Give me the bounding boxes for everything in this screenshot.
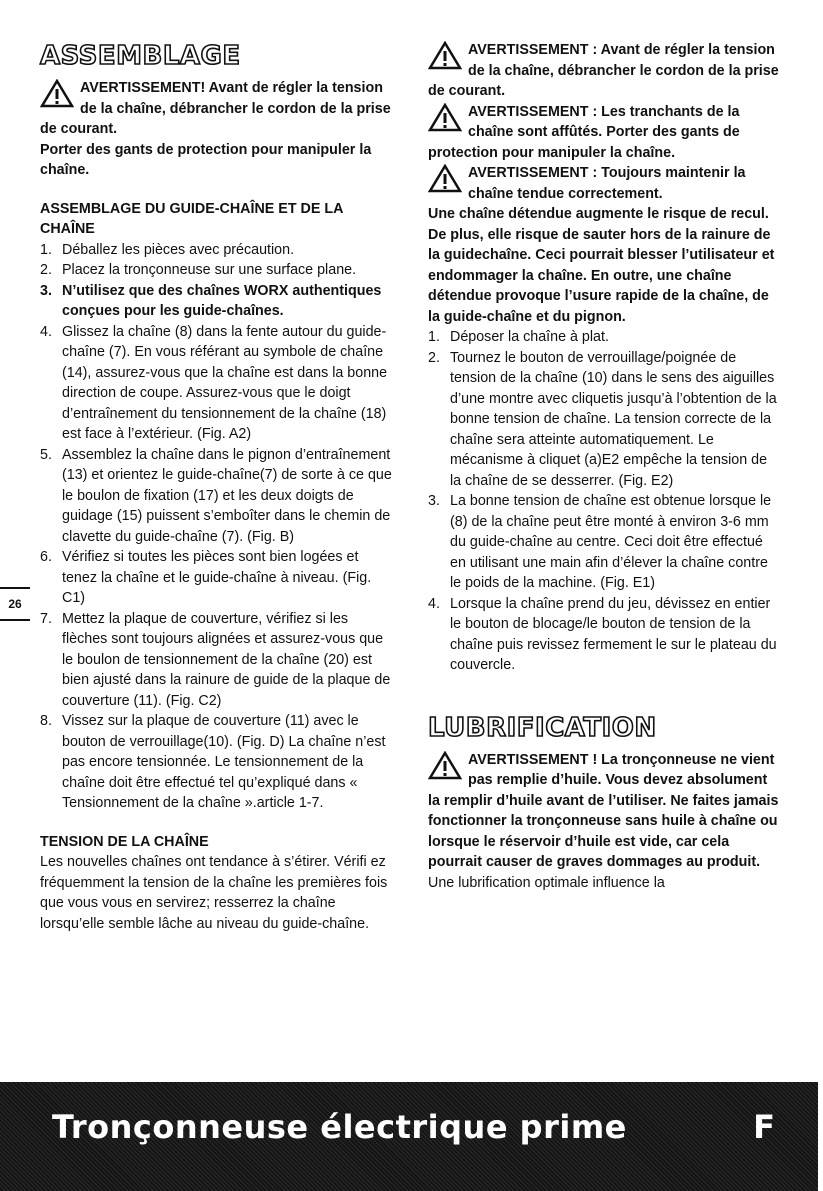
subhead-tension: TENSION DE LA CHAÎNE [40, 833, 209, 850]
assemblage-warning-text: AVERTISSEMENT! Avant de régler la tension de la chaîne, débrancher le cordon de la prise de courant. [40, 80, 391, 137]
list-item: 6. Vérifiez si toutes les pièces sont bien logées et tenez la chaîne et le guide-chaîne à niveau. (Fig. C1) [40, 549, 372, 606]
warning-icon [428, 41, 462, 71]
assemblage-warning-extra: Porter des gants de protection pour manipuler la chaîne. [40, 141, 372, 178]
left-column [40, 40, 396, 934]
list-item: 8. Vissez sur la plaque de couverture (11) avec le bouton de verrouillage(10). (Fig. D) La chaîne n’est pas encore tensionnée. Le tensionnement de la chaîne doit être effectué tel qu’expliqué dans « Tensionnement de la chaîne ».article 1-7. [40, 713, 386, 811]
list-item: 1. Déposer la chaîne à plat. [428, 329, 609, 345]
list-item: 2. Placez la tronçonneuse sur une surface plane. [40, 262, 357, 278]
lubrification-paragraph: Une lubrification optimale influence la [428, 874, 665, 891]
right-column [428, 40, 780, 893]
list-item: 3. La bonne tension de chaîne est obtenue lorsque le (8) de la chaîne peut être monté à environ 3-6 mm du guide-chaîne au centre. Ceci doit être effectué en utilisant une main afin d’élever la chaîne contre le poids de la machine. (Fig. E1) [428, 493, 772, 591]
assemblage-title: ASSEMBLAGE [40, 41, 241, 71]
page-edge [818, 0, 823, 1191]
chain-slack-warning: Une chaîne détendue augmente le risque de recul. De plus, elle risque de sauter hors de la rainure de la guidechaîne. Ceci pourrait blesser l’utilisateur et endommager la chaîne. En outre, une chaîne détendue provoque l’usure rapide de la chaîne, de la guide-chaîne et du pignon. [428, 206, 775, 325]
subhead-guide-chaine: ASSEMBLAGE DU GUIDE-CHAÎNE ET DE LA CHAÎNE [40, 200, 343, 237]
list-item: 3. N’utilisez que des chaînes WORX authentiques conçues pour les guide-chaînes. [40, 282, 382, 319]
right-warning-3 [428, 163, 780, 204]
page-number: 26 [0, 587, 30, 621]
assemblage-warning [40, 78, 396, 140]
warning-icon [40, 79, 74, 109]
warning-icon [428, 103, 462, 133]
right-warning-2-text: AVERTISSEMENT : Les tranchants de la chaîne sont affûtés. Porter des gants de protection pour manipuler la chaîne. [428, 103, 740, 161]
tension-steps [428, 327, 780, 676]
right-warning-1-text: AVERTISSEMENT : Avant de régler la tension de la chaîne, débrancher le cordon de la prise de courant. [428, 42, 779, 99]
footer-title: Tronçonneuse électrique prime [52, 1108, 627, 1146]
lubrification-title: LUBRIFICATION [428, 712, 657, 743]
tension-paragraph: Les nouvelles chaînes ont tendance à s’étirer. Vérifi ez fréquemment la tension de la chaîne les premières fois que vous vous en servirez; resserrez la chaîne lorsqu’elle semble lâche au niveau du guide-chaîne. [40, 854, 388, 932]
list-item: 5. Assemblez la chaîne dans le pignon d’entraînement (13) et orientez le guide-chaîne(7) de sorte à ce que le boulon de fixation (17) et les deux doigts de guidage (15) puissent s’emboîter dans le chemin de clavette du guide-chaîne (7). (Fig. B) [40, 446, 392, 545]
list-item: 2. Tournez le bouton de verrouillage/poignée de tension de la chaîne (10) dans le sens des aiguilles d’une montre avec cliquetis jusqu’à l’obtention de la bonne tension de chaîne. La tension correcte de la chaîne sera atteinte automatiquement. Le mécanisme à cliquet (a)E2 empêche la tension de la chaîne de se desserrer. (Fig. E2) [428, 349, 777, 489]
right-warning-1 [428, 40, 780, 102]
assembly-steps [40, 240, 396, 814]
list-item: 4. Lorsque la chaîne prend du jeu, dévissez en entier le bouton de blocage/le bouton de tension de la chaîne puis revissez fermement le sur le plateau du couvercle. [428, 595, 777, 673]
warning-icon [428, 164, 462, 194]
lubrification-warning-text: AVERTISSEMENT ! La tronçonneuse ne vient pas remplie d’huile. Vous devez absolument la remplir d’huile avant de l’utiliser. Ne faites jamais fonctionner la tronçonneuse sans huile à chaîne ou lorsque le réservoir d’huile est vide, car cela pourrait causer de graves dommages au produit. [428, 751, 779, 870]
warning-icon [428, 751, 462, 781]
right-warning-2 [428, 102, 780, 164]
footer-language-code: F [753, 1108, 775, 1146]
lubrification-warning [428, 750, 780, 873]
list-item: 7. Mettez la plaque de couverture, vérifiez si les flèches sont toujours alignées et assurez-vous que le boulon de tensionnement de la chaîne (20) est bien ajusté dans la rainure de guide de la plaque de couverture (11). (Fig. C2) [40, 610, 391, 709]
list-item: 1. Déballez les pièces avec précaution. [40, 241, 295, 258]
list-item: 4. Glissez la chaîne (8) dans la fente autour du guide-chaîne (7). En vous référant au symbole de chaîne (14), assurez-vous que la chaîne est dans la bonne direction de coupe. Assurez-vous que le doigt d’entraînement du tensionnement de la chaîne (18) est face à l’extérieur. (Fig. A2) [40, 323, 388, 442]
right-warning-3-text: AVERTISSEMENT : Toujours maintenir la chaîne tendue correctement. [468, 165, 746, 202]
footer-banner [0, 1082, 823, 1191]
